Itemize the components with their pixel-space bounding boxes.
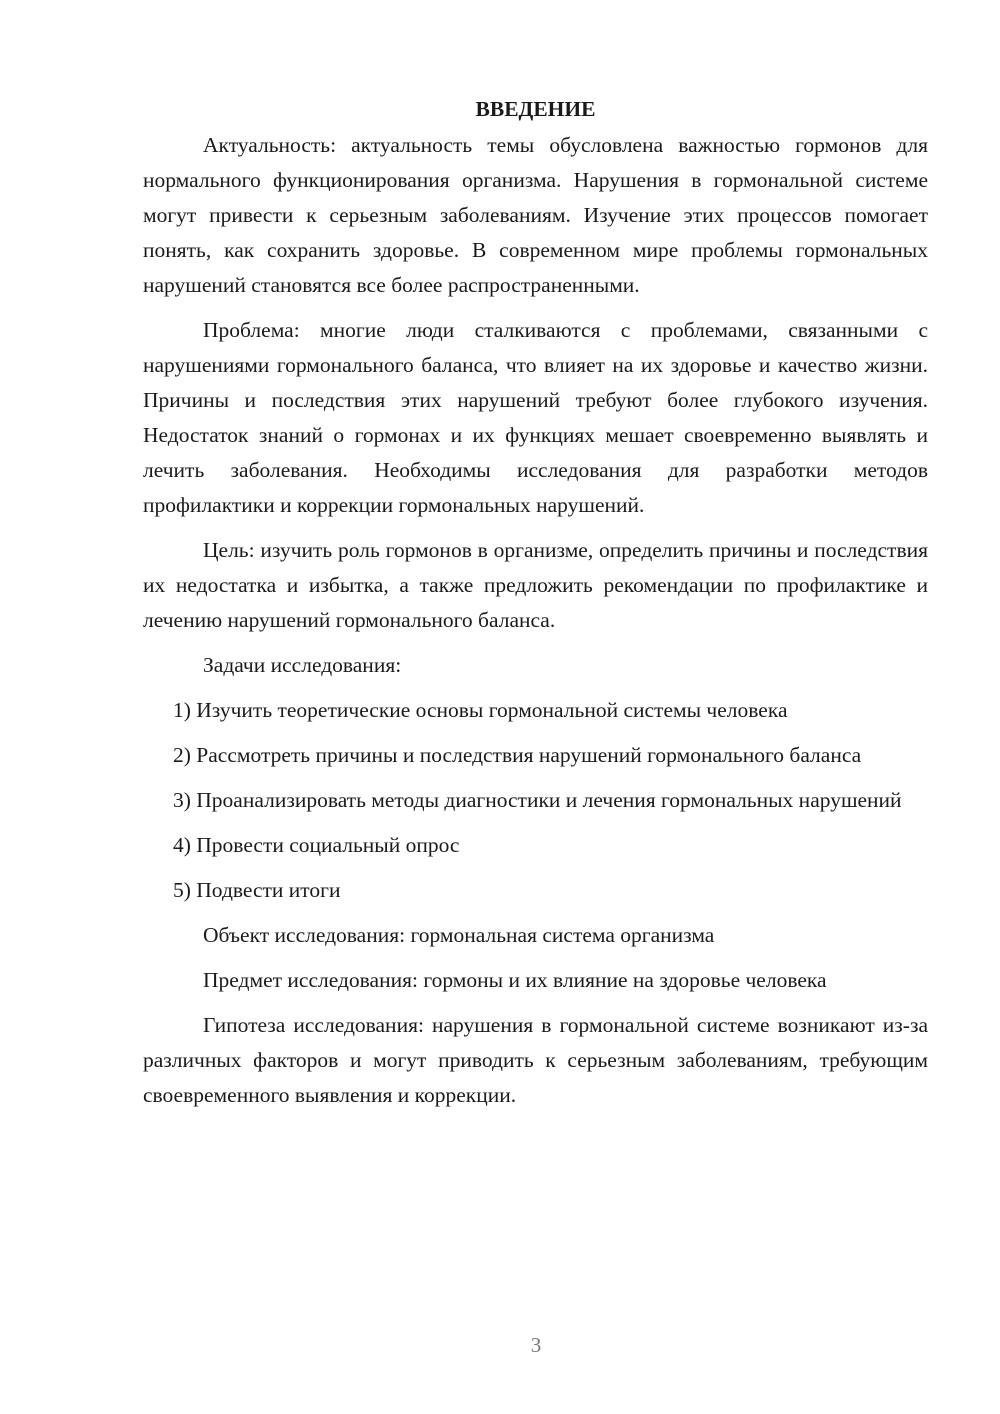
research-object: Объект исследования: гормональная система организма [203, 923, 715, 947]
relevance-paragraph: Актуальность: актуальность темы обусловлена важностью гормонов для нормального функционирования организма. Нарушения в гормональной системе могут привести к серьезным заболеваниям. Изучение этих процессов помогает понять, как сохранить здоровье. В современном мире проблемы гормональных нарушений становятся все более распространенными. [143, 133, 928, 297]
problem-paragraph: Проблема: многие люди сталкиваются с проблемами, связанными с нарушениями гормонального баланса, что влияет на их здоровье и качество жизни. Причины и последствия этих нарушений требуют более глубокого изучения. Недостаток знаний о гормонах и их функциях мешает своевременно выявлять и лечить заболевания. Необходимы исследования для разработки методов профилактики и коррекции гормональных нарушений. [143, 318, 928, 517]
task-item-1: 1) Изучить теоретические основы гормональной системы человека [173, 698, 788, 722]
goal-paragraph: Цель: изучить роль гормонов в организме, определить причины и последствия их недостатка и избытка, а также предложить рекомендации по профилактике и лечению нарушений гормонального баланса. [143, 538, 928, 632]
task-item-3: 3) Проанализировать методы диагностики и лечения гормональных нарушений [173, 788, 902, 812]
section-title: ВВЕДЕНИЕ [475, 97, 596, 121]
task-item-5: 5) Подвести итоги [173, 878, 341, 902]
document-body [143, 92, 928, 1113]
page-number: 3 [530, 1333, 542, 1357]
research-subject: Предмет исследования: гормоны и их влияние на здоровье человека [203, 968, 827, 992]
task-item-2: 2) Рассмотреть причины и последствия нарушений гормонального баланса [173, 743, 862, 767]
task-item-4: 4) Провести социальный опрос [173, 833, 460, 857]
tasks-heading: Задачи исследования: [203, 653, 402, 677]
hypothesis-paragraph: Гипотеза исследования: нарушения в гормональной системе возникают из-за различных факторов и могут приводить к серьезным заболеваниям, требующим своевременного выявления и коррекции. [143, 1013, 928, 1107]
